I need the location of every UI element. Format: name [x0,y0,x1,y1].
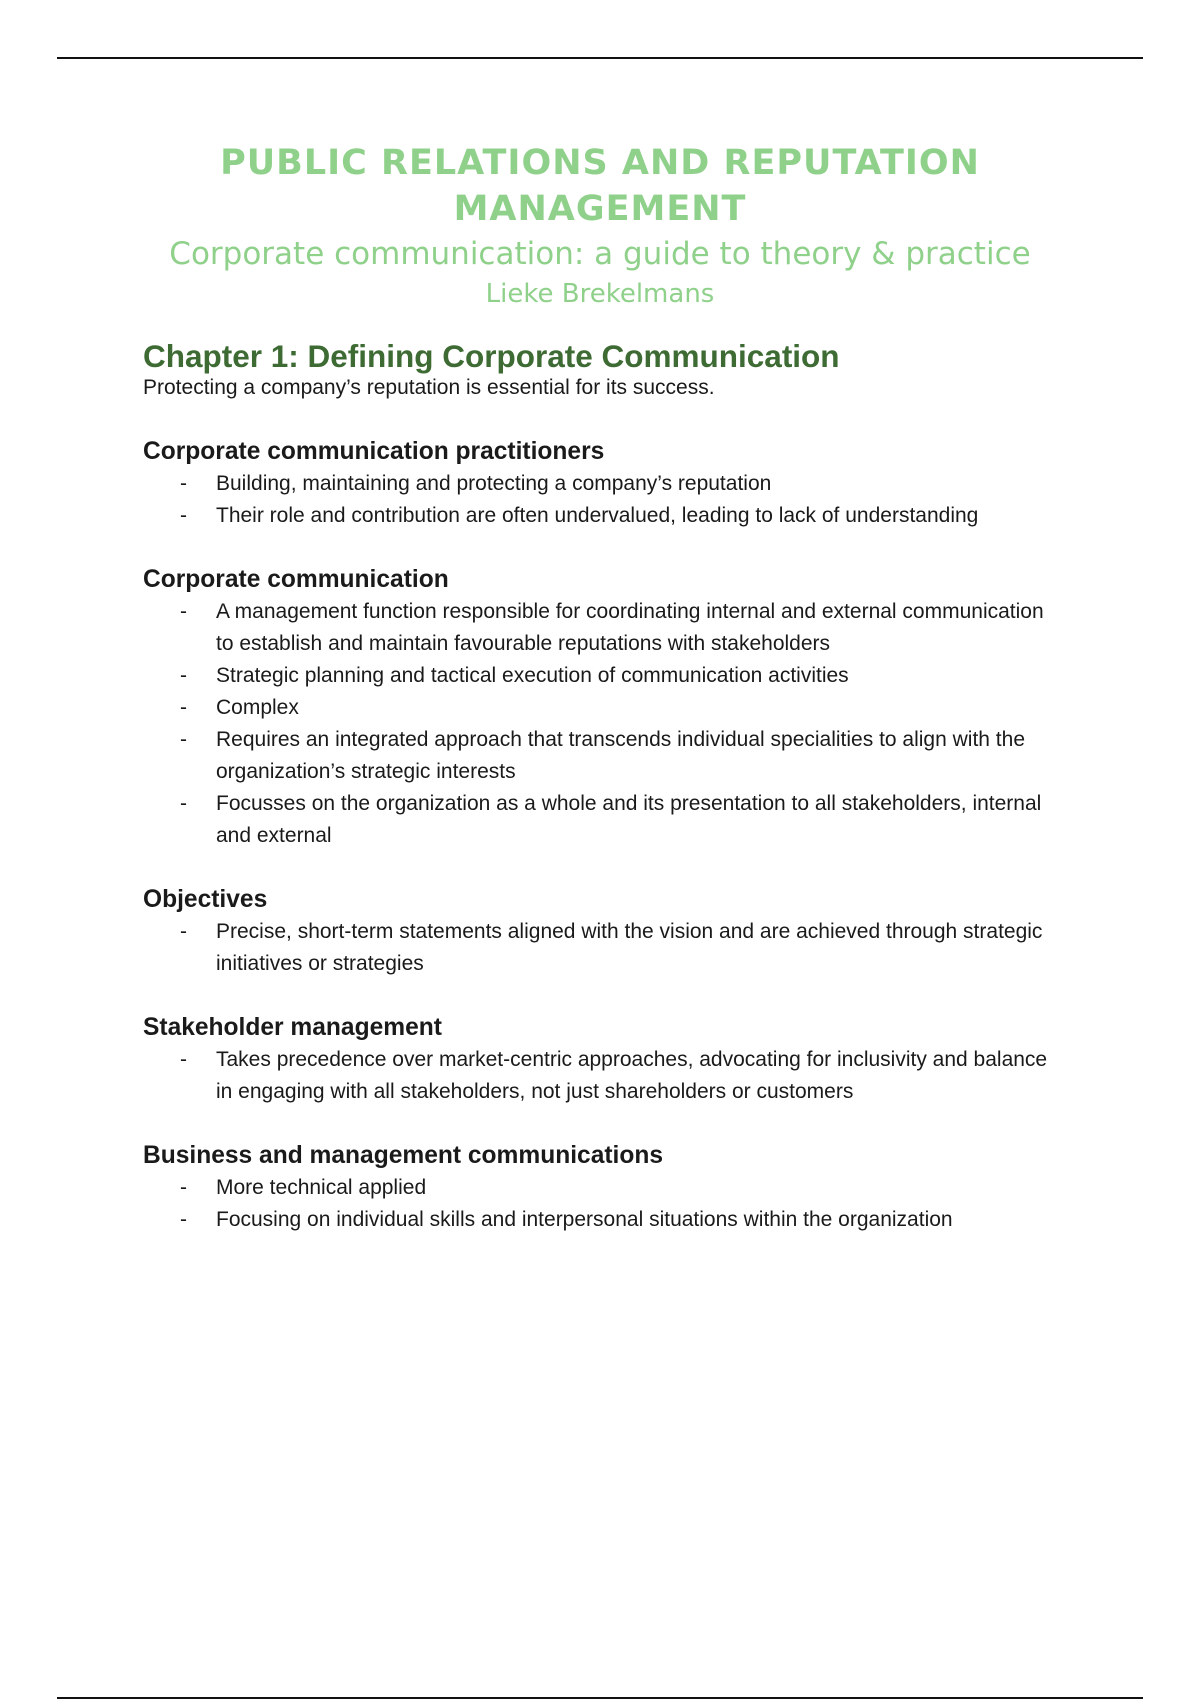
top-rule [57,57,1143,59]
list-item [143,468,1063,500]
section [143,1012,1063,1108]
list-item [143,596,1063,660]
document-body [143,340,1063,1236]
list-item [143,788,1063,852]
list-item [143,500,1063,532]
section [143,564,1063,852]
bullet-dash: - [180,792,187,815]
chapter-heading: Chapter 1: Defining Corporate Communication [143,338,840,374]
list-item-text: Complex [216,696,299,719]
section-heading: Stakeholder management [143,1014,442,1041]
section-heading: Objectives [143,886,268,913]
document-author: Lieke Brekelmans [485,279,715,309]
list-item-text: Focusing on individual skills and interpersonal situations within the organization [216,1208,953,1231]
list-item [143,1204,1063,1236]
list-item [143,1172,1063,1204]
bottom-rule [57,1697,1143,1699]
bullet-dash: - [180,728,187,751]
bullet-list [143,1044,1063,1108]
bullet-dash: - [180,472,187,495]
section-heading: Corporate communication practitioners [143,438,605,465]
bullet-dash: - [180,504,187,527]
list-item-text: Focusses on the organization as a whole and its presentation to all stakeholders, internal and external [216,792,1042,847]
list-item-text: Requires an integrated approach that transcends individual specialities to align with the organization’s strategic interests [216,728,1025,783]
list-item-text: Their role and contribution are often undervalued, leading to lack of understanding [216,504,979,527]
list-item [143,1044,1063,1108]
bullet-dash: - [180,664,187,687]
document-title: PUBLIC RELATIONS AND REPUTATION MANAGEMENT [220,143,980,229]
list-item-text: Takes precedence over market-centric approaches, advocating for inclusivity and balance in engaging with all stakeholders, not just shareholders or customers [216,1048,1048,1103]
list-item [143,692,1063,724]
list-item-text: A management function responsible for coordinating internal and external communication to establish and maintain favourable reputations with stakeholders [216,600,1044,655]
title-block [100,140,1100,312]
sections-container [143,436,1063,1236]
document-subtitle: Corporate communication: a guide to theory & practice [169,236,1031,272]
bullet-dash: - [180,920,187,943]
bullet-dash: - [180,1048,187,1071]
section-heading: Corporate communication [143,566,449,593]
section [143,1140,1063,1236]
bullet-dash: - [180,600,187,623]
chapter-intro: Protecting a company’s reputation is essential for its success. [143,376,715,399]
list-item-text: More technical applied [216,1176,427,1199]
bullet-list [143,916,1063,980]
list-item [143,660,1063,692]
bullet-list [143,468,1063,532]
list-item-text: Precise, short-term statements aligned with the vision and are achieved through strategic initiatives or strategies [216,920,1043,975]
bullet-dash: - [180,1208,187,1231]
bullet-list [143,1172,1063,1236]
section [143,436,1063,532]
bullet-list [143,596,1063,852]
section [143,884,1063,980]
section-heading: Business and management communications [143,1142,664,1169]
list-item-text: Strategic planning and tactical execution of communication activities [216,664,849,687]
bullet-dash: - [180,1176,187,1199]
bullet-dash: - [180,696,187,719]
list-item [143,916,1063,980]
list-item-text: Building, maintaining and protecting a company’s reputation [216,472,772,495]
list-item [143,724,1063,788]
